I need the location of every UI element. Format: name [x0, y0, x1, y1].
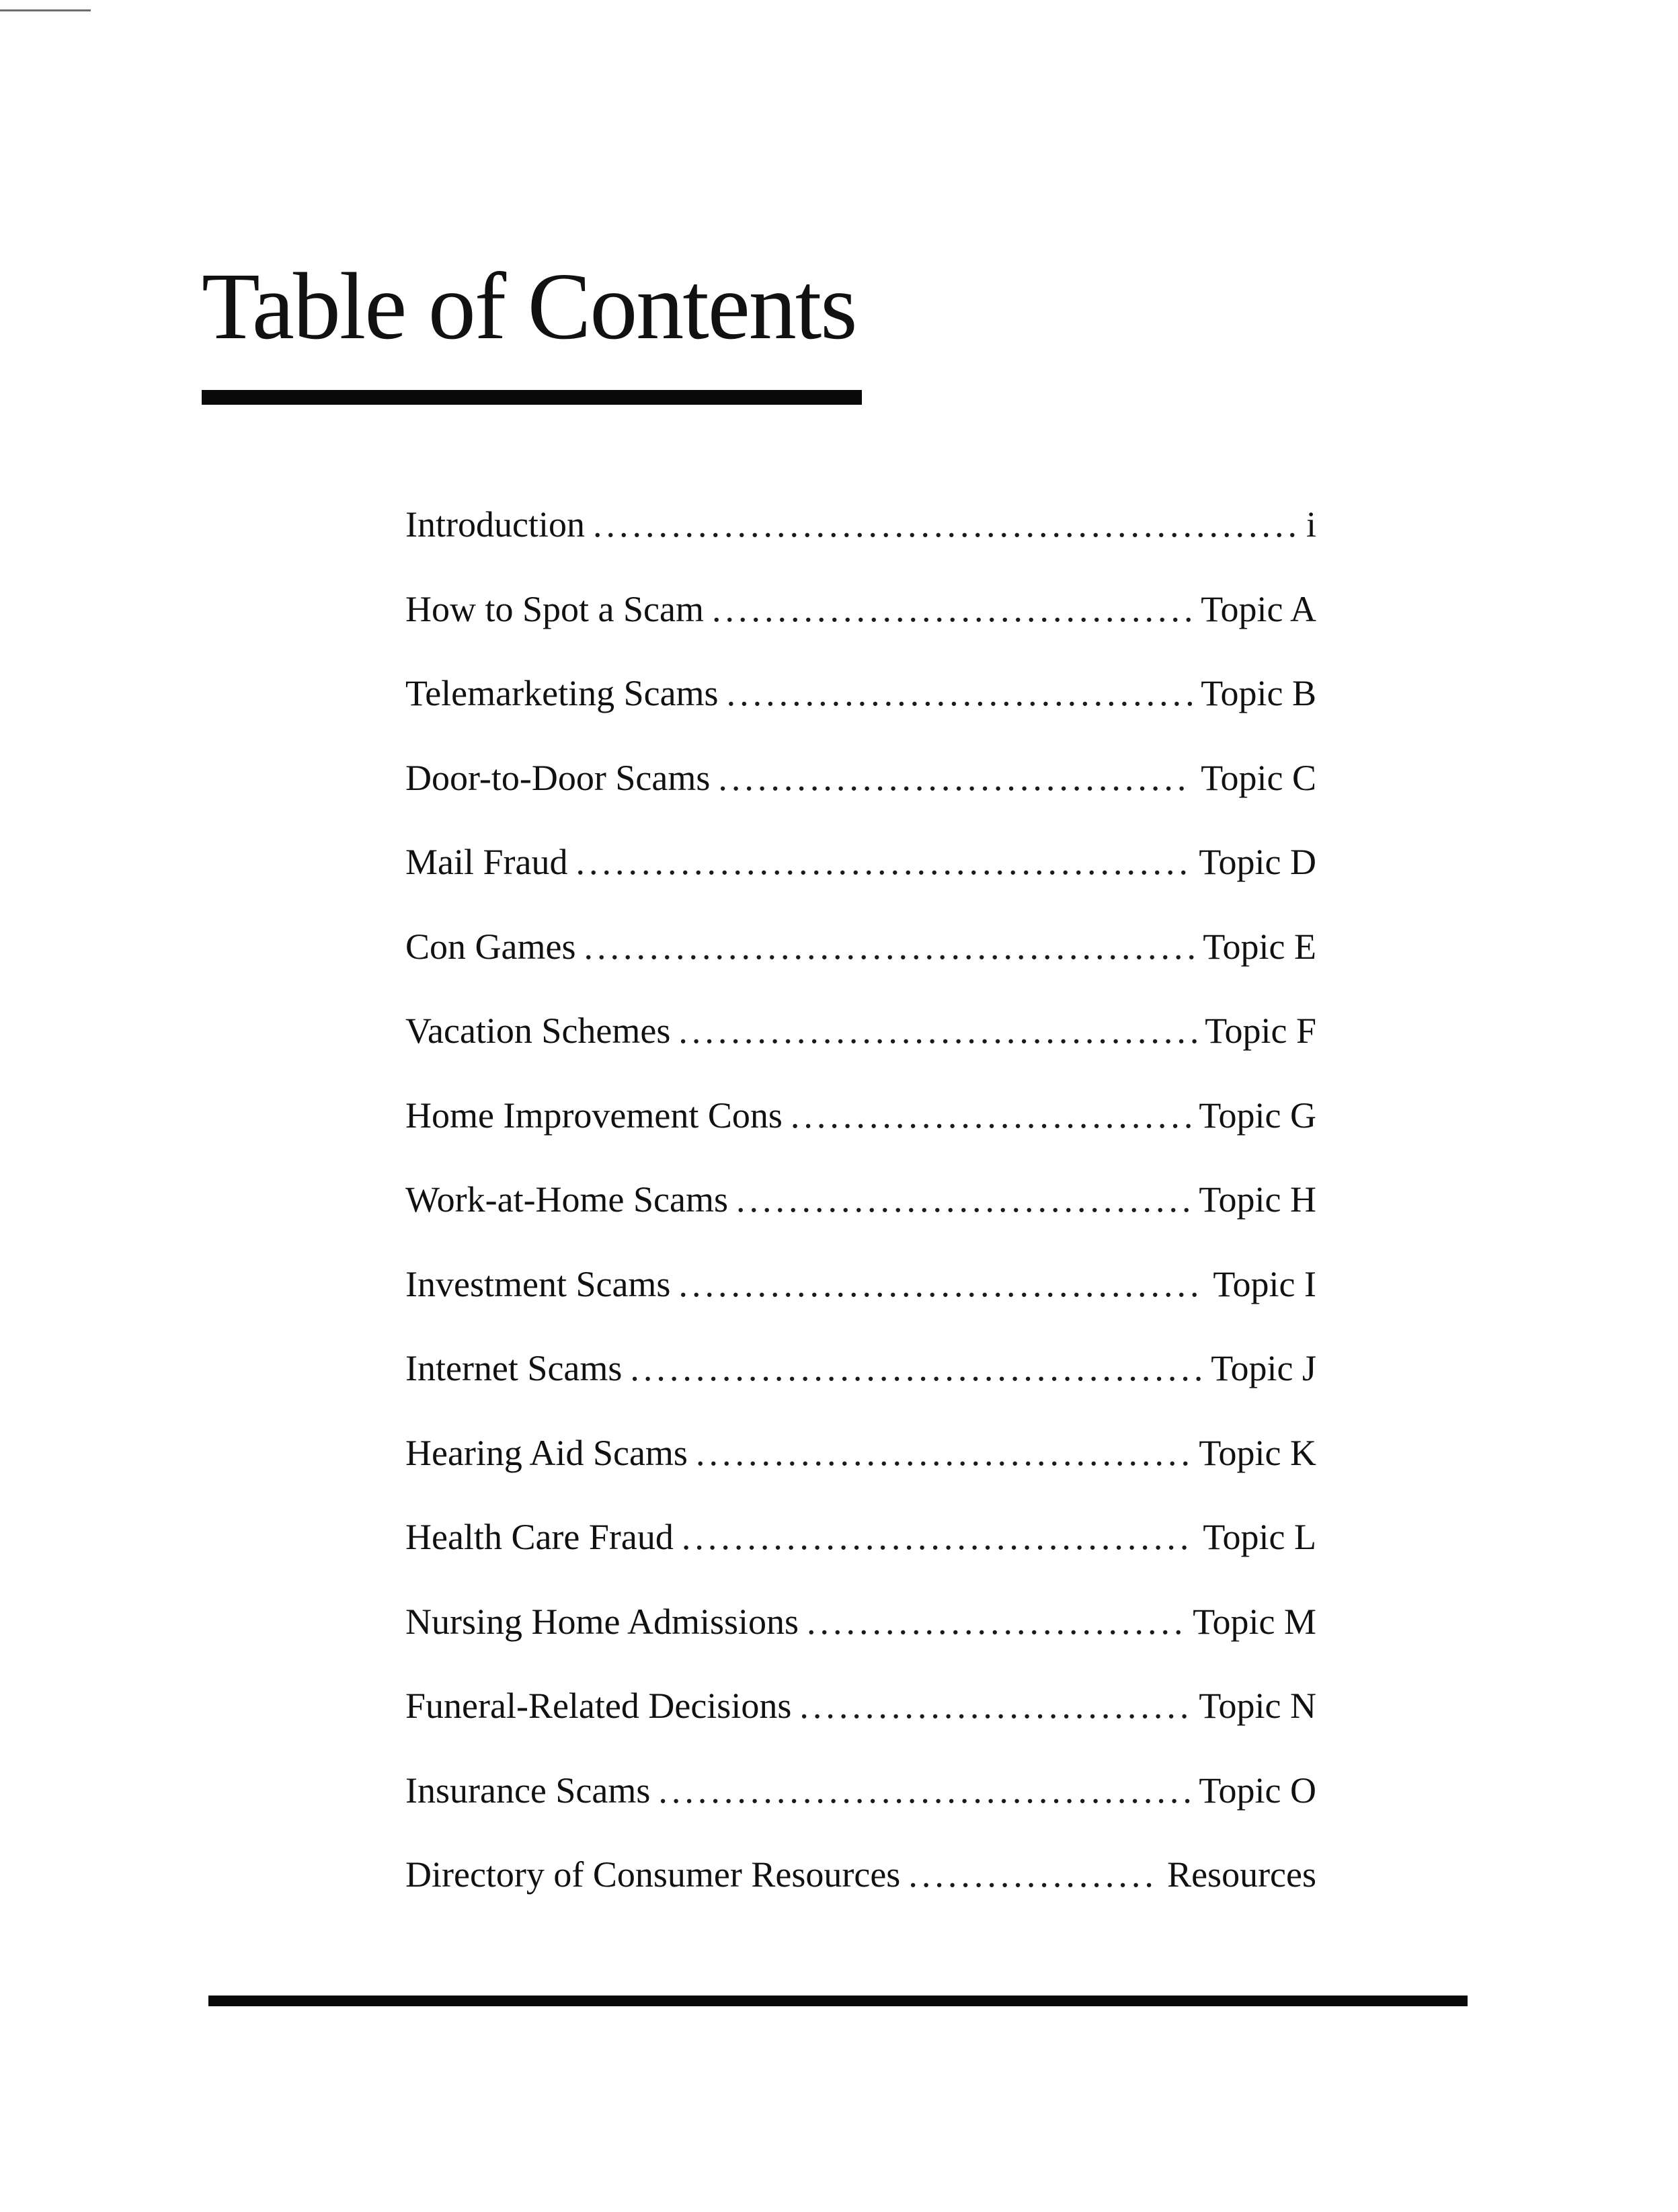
- toc-entry-page: Topic J: [1211, 1348, 1316, 1388]
- toc-entry-page: Topic E: [1203, 926, 1316, 967]
- toc-entry-directory-of-consumer-resources[interactable]: [405, 1844, 1316, 1929]
- dot-leader: [727, 663, 1193, 723]
- toc-entry-page: Topic F: [1205, 1011, 1316, 1051]
- toc-entry-internet-scams[interactable]: [405, 1338, 1316, 1423]
- toc-entry-page: Topic I: [1213, 1263, 1316, 1304]
- dot-leader: [575, 832, 1191, 892]
- toc-entry-page: Topic A: [1201, 588, 1316, 629]
- dot-leader: [736, 1169, 1191, 1230]
- dot-leader: [712, 579, 1193, 639]
- toc-entry-page: Topic O: [1199, 1770, 1316, 1811]
- toc-entry-work-at-home-scams[interactable]: [405, 1169, 1316, 1254]
- toc-entry-nursing-home-admissions[interactable]: [405, 1591, 1316, 1676]
- toc-entry-vacation-schemes[interactable]: [405, 1000, 1316, 1085]
- toc-entry-page: Resources: [1167, 1854, 1316, 1895]
- toc-entry-page: Topic L: [1203, 1517, 1316, 1557]
- toc-entry-telemarketing-scams[interactable]: [405, 663, 1316, 748]
- toc-entry-page: Topic M: [1193, 1601, 1316, 1642]
- dot-leader: [791, 1085, 1191, 1146]
- toc-entry-label: Insurance Scams: [405, 1770, 651, 1811]
- toc-entry-page: Topic K: [1199, 1432, 1316, 1473]
- bottom-rule: [208, 1996, 1468, 2006]
- dot-leader: [807, 1591, 1185, 1652]
- toc-entry-page: Topic B: [1201, 673, 1316, 713]
- toc-entry-label: Telemarketing Scams: [405, 673, 719, 713]
- toc-entry-page: i: [1306, 504, 1316, 545]
- dot-leader: [658, 1760, 1191, 1821]
- toc-entry-label: Investment Scams: [405, 1263, 671, 1304]
- toc-entry-label: Mail Fraud: [405, 842, 568, 882]
- toc-entry-health-care-fraud[interactable]: [405, 1507, 1316, 1591]
- toc-entry-label: Home Improvement Cons: [405, 1095, 783, 1136]
- toc-entry-con-games[interactable]: [405, 916, 1316, 1001]
- toc-list: [405, 494, 1316, 1929]
- toc-entry-label: Funeral-Related Decisions: [405, 1686, 792, 1726]
- toc-entry-label: Directory of Consumer Resources: [405, 1854, 901, 1895]
- toc-entry-label: Work-at-Home Scams: [405, 1179, 729, 1220]
- dot-leader: [593, 494, 1298, 555]
- dot-leader: [678, 1000, 1197, 1061]
- toc-entry-insurance-scams[interactable]: [405, 1760, 1316, 1845]
- toc-entry-page: Topic H: [1199, 1179, 1316, 1220]
- dot-leader: [908, 1844, 1159, 1905]
- dot-leader: [584, 916, 1195, 977]
- page-title: Table of Contents: [202, 253, 856, 359]
- toc-entry-hearing-aid-scams[interactable]: [405, 1423, 1316, 1507]
- dot-leader: [718, 748, 1193, 808]
- toc-entry-label: Nursing Home Admissions: [405, 1601, 799, 1642]
- toc-entry-door-to-door-scams[interactable]: [405, 748, 1316, 832]
- toc-entry-investment-scams[interactable]: [405, 1254, 1316, 1339]
- dot-leader: [696, 1423, 1191, 1483]
- toc-entry-label: Internet Scams: [405, 1348, 623, 1388]
- toc-entry-funeral-related-decisions[interactable]: [405, 1675, 1316, 1760]
- toc-entry-label: Vacation Schemes: [405, 1011, 671, 1051]
- toc-entry-label: Door-to-Door Scams: [405, 757, 711, 798]
- toc-entry-page: Topic N: [1199, 1686, 1316, 1726]
- toc-entry-page: Topic D: [1199, 842, 1316, 882]
- scan-edge-mark: [0, 9, 91, 11]
- toc-entry-label: How to Spot a Scam: [405, 588, 704, 629]
- toc-entry-home-improvement-cons[interactable]: [405, 1085, 1316, 1170]
- toc-entry-label: Introduction: [405, 504, 585, 545]
- toc-entry-page: Topic C: [1201, 757, 1316, 798]
- dot-leader: [678, 1254, 1205, 1314]
- toc-entry-how-to-spot-a-scam[interactable]: [405, 579, 1316, 664]
- toc-entry-introduction[interactable]: [405, 494, 1316, 579]
- toc-entry-label: Hearing Aid Scams: [405, 1432, 688, 1473]
- toc-entry-page: Topic G: [1199, 1095, 1316, 1136]
- toc-entry-mail-fraud[interactable]: [405, 832, 1316, 916]
- toc-entry-label: Health Care Fraud: [405, 1517, 674, 1557]
- dot-leader: [682, 1507, 1195, 1567]
- title-underline-rule: [202, 390, 862, 405]
- dot-leader: [799, 1675, 1191, 1736]
- toc-entry-label: Con Games: [405, 926, 576, 967]
- dot-leader: [630, 1338, 1203, 1398]
